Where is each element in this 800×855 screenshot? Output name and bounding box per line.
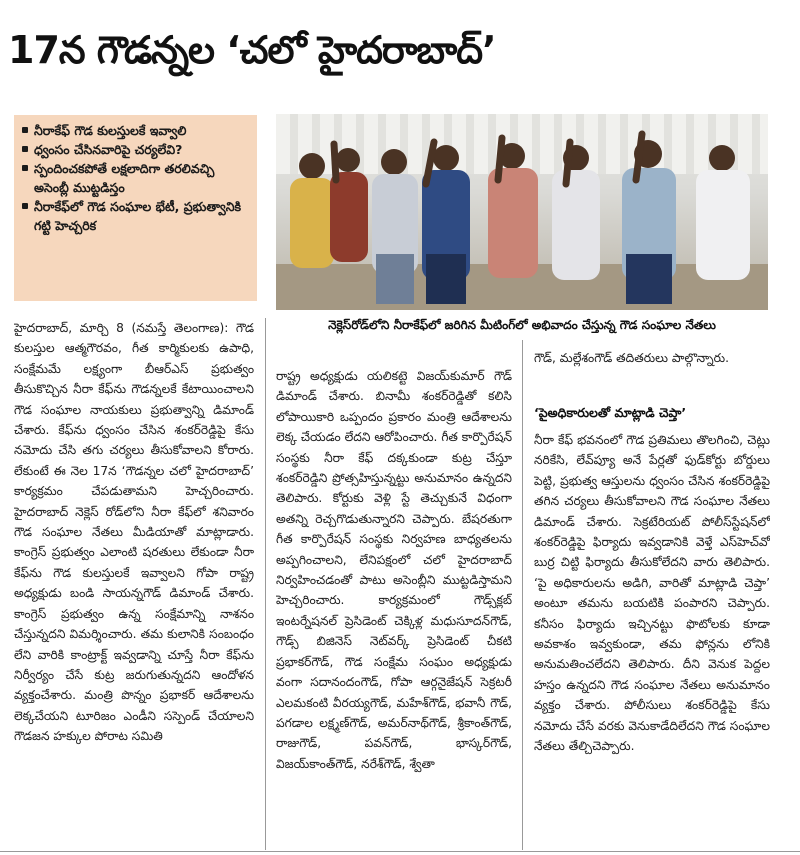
news-photo: [276, 114, 768, 310]
column-subheading: ‘పైఅధికారులతో మాట్లాడి చెప్తా’: [534, 405, 687, 420]
bottom-rule: [0, 851, 800, 852]
bullet-icon: [22, 165, 28, 171]
column-divider: [522, 340, 523, 850]
bullet-icon: [22, 146, 28, 152]
highlight-item: ధ్వంసం చేసినవారిపై చర్యలేవి?: [20, 140, 251, 159]
highlights-box: [14, 115, 257, 301]
highlight-item: నీరాకేఫ్‌లో గౌడ సంఘాల భేటీ, ప్రభుత్వానికి గట్టి హెచ్చరిక: [20, 197, 251, 235]
highlight-item: నీరాకేఫ్ గౌడ కులస్తులకే ఇవ్వాలి: [20, 121, 251, 140]
article-column-3: నీరా కేఫ్ భవనంలో గౌడ ప్రతిమలు తొలగించి, చెట్లు నరికేసి, లేవ్‌ప్యూ అనే పేర్లతో ఫుడ్‌కోర్టు బోర్డులు పెట్టి, ప్రభుత్వ ఆస్తులను ధ్వంసం చేసిన శంకర్‌రెడ్డిపై తగిన చర్యలు తీసుకోవాలని గౌడ సంఘాల నేతలు డిమాండ్ చేశారు. సెక్రటేరియట్ పోలీస్‌స్టేషన్‌లో శంకర్‌రెడ్డిపై ఫిర్యాదు ఇవ్వడానికి వెళ్తే ఎస్‌హెచ్‌వో బుర్ర చిట్టి ఫిర్యాదు తీసుకోలేదని వారు తెలిపారు. ‘పై అధికారులను అడిగి, వారితో మాట్లాడి చెప్తా’ అంటూ తమను బయటికి పంపారని చెప్పారు. కనీసం ఫిర్యాదు ఇచ్చినట్టు ఫొటోలకు కూడా అవకాశం ఇవ్వకుండా, తమ ఫోన్లను లోనికి అనుమతించలేదని తెలిపారు. దీని వెనుక పెద్దల హస్తం ఉన్నదని గౌడ సంఘాల నేతలు అనుమానం వ్యక్తం చేశారు. పోలీసులు శంకర్‌రెడ్డిపై కేసు నమోదు చేసే వరకు వెనుకాడేదిలేదని గౌడ సంఘాల నేతలు తేల్చిచెప్పారు.: [534, 433, 770, 754]
headline: 17న గౌడన్నల ‘చలో హైదరాబాద్’: [8, 28, 496, 72]
article-column-3-intro: గౌడ్, మల్లేశంగౌడ్ తదితరులు పాల్గొన్నారు.: [534, 351, 729, 365]
highlight-item: స్పందించకపోతే లక్షలాదిగా తరలివచ్చి అసెంబ్లీ ముట్టడిస్తం: [20, 159, 251, 197]
photo-caption: నెక్లెస్‌రోడ్‌లోని నీరాకేఫ్‌లో జరిగిన మీటింగ్‌లో అభివాదం చేస్తున్న గౌడ సంఘాల నేతలు: [328, 318, 716, 332]
article-column-1: హైదరాబాద్, మార్చి 8 (నమస్తే తెలంగాణ): గౌడ కులస్తుల ఆత్మగౌరవం, గీత కార్మికులకు ఉపాధి, సంక్షేమమే లక్ష్యంగా బీఆర్ఎస్ ప్రభుత్వం తీసుకొచ్చిన నీరా కేఫ్‌ను గౌడన్నలకే కేటాయించాలని గౌడ సంఘాల నాయకులు ప్రభుత్వాన్ని డిమాండ్ చేశారు. కేఫ్‌ను ధ్వంసం చేసిన శంకర్‌రెడ్డిపై కేసు నమోదు చేసి తగు చర్యలు తీసుకోవాలని కోరారు. లేకుంటే ఈ నెల 17న ‘గౌడన్నల చలో హైదరాబాద్’ కార్యక్రమం చేపడుతామని హెచ్చరించారు. హైదరాబాద్ నెక్లెస్ రోడ్‌లోని నీరా కేఫ్‌లో శనివారం గౌడ సంఘాల నేతలు మీడియాతో మాట్లాడారు. కాంగ్రెస్ ప్రభుత్వం ఎలాంటి షరతులు లేకుండా నీరా కేఫ్‌ను గౌడ కులస్తులకే ఇవ్వాలని గోపా రాష్ట్ర అధ్యక్షుడు బండి సాయన్నగౌడ్ డిమాండ్ చేశారు. కాంగ్రెస్ ప్రభుత్వం ఉన్న సంక్షేమాన్ని నాశనం చేస్తున్నదని విమర్శించారు. తమ కులానికి సంబంధం లేని వారికి కాంట్రాక్ట్ ఇవ్వడాన్ని చూస్తే నీరా కేఫ్‌ను నిర్వీర్యం చేసే కుట్ర జరుగుతున్నదని ఆందోళన వ్యక్తంచేశారు. మంత్రి పొన్నం ప్రభాకర్ ఆదేశాలను లెక్కచేయని టూరిజం ఎండీని సస్పెండ్ చేయాలని గౌడజన హక్కుల పోరాట సమితి: [14, 321, 254, 744]
meeting-leaders-illustration: [276, 114, 768, 310]
column-divider: [265, 318, 266, 850]
bullet-icon: [22, 127, 28, 133]
bullet-icon: [22, 203, 28, 209]
article-column-2: రాష్ట్ర అధ్యక్షుడు యలికట్టె విజయ్‌కుమార్ గౌడ్ డిమాండ్ చేశారు. బినామీ శంకర్‌రెడ్డితో కలిసి లోపాయికారి ఒప్పందం ప్రకారం మంత్రి ఆదేశాలను లెక్క చేయడం లేదని ఆరోపించారు. గీత కార్పొరేషన్ సంస్థకు నీరా కేఫ్ దక్కకుండా కుట్ర చేస్తూ శంకర్‌రెడ్డిని ప్రోత్సహిస్తున్నట్టు అనుమానం ఉన్నదని తెలిపారు. కోర్టుకు వెళ్లి స్టే తెచ్చుకునే విధంగా అతన్ని రెచ్చగొడుతున్నారని చెప్పారు. బేషరతుగా గీత కార్పొరేషన్ సంస్థకు నిర్వహణ బాధ్యతలను అప్పగించాలని, లేనిపక్షంలో చలో హైదరాబాద్ నిర్వహించడంతో పాటు అసెంబ్లీని ముట్టడిస్తామని హెచ్చరించారు. కార్యక్రమంలో గౌడ్స్‌క్లబ్ ఇంటర్నేషనల్ ప్రెసిడెంట్ చెక్కిళ్ల మధుసూదన్‌గౌడ్, గౌడ్స్ బిజినెస్ నెట్‌వర్క్ ప్రెసిడెంట్ చీకటి ప్రభాకర్‌గౌడ్, గౌడ సంక్షేమ సంఘం అధ్యక్షుడు వంగా సదానందంగౌడ్, గోపా ఆర్గనైజేషన్ సెక్రటరీ ఎలమకంటి వీరయ్యగౌడ్, మహేశ్‌గౌడ్, భవానీ గౌడ్, పగడాల లక్ష్మణ్‌గౌడ్, అమర్‌నాథ్‌గౌడ్, శ్రీకాంత్‌గౌడ్, రాజుగౌడ్, పవన్‌గౌడ్, భాస్కర్‌గౌడ్, విజయ్‌కాంత్‌గౌడ్, నరేశ్‌గౌడ్, శ్వేతా: [276, 369, 512, 771]
